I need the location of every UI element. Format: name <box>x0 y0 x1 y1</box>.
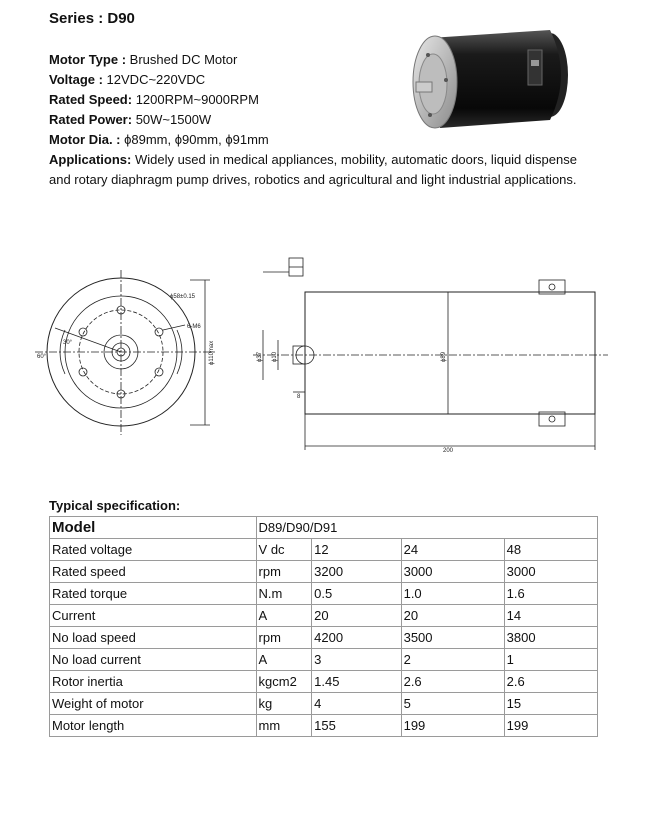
table-row <box>50 561 598 583</box>
cell-value-1: 1.45 <box>312 671 401 693</box>
spec-value: ϕ89mm, ϕ90mm, ϕ91mm <box>120 132 269 147</box>
table-title: Typical specification: <box>49 498 181 513</box>
table-row <box>50 539 598 561</box>
motor-photo <box>400 20 585 140</box>
cell-value-3: 2.6 <box>504 671 597 693</box>
cell-value-1: 0.5 <box>312 583 401 605</box>
cell-value-3: 199 <box>504 715 597 737</box>
cell-unit: A <box>256 605 312 627</box>
cell-name: Rotor inertia <box>50 671 257 693</box>
dim-length: 200 <box>443 448 454 454</box>
cell-value-3: 15 <box>504 693 597 715</box>
cell-value-2: 2 <box>401 649 504 671</box>
spec-applications <box>49 150 589 190</box>
cell-value-1: 3 <box>312 649 401 671</box>
table-row <box>50 649 598 671</box>
table-row <box>50 605 598 627</box>
model-label: Model <box>50 517 257 539</box>
cell-unit: rpm <box>256 627 312 649</box>
cell-value-2: 1.0 <box>401 583 504 605</box>
spec-value: 1200RPM~9000RPM <box>132 92 259 107</box>
cell-value-3: 1.6 <box>504 583 597 605</box>
spec-label: Applications: <box>49 152 132 167</box>
table-header-row <box>50 517 598 539</box>
dim-shaft-a: ϕ37 <box>257 351 263 362</box>
table-row <box>50 671 598 693</box>
cell-name: Motor length <box>50 715 257 737</box>
cell-name: No load current <box>50 649 257 671</box>
cell-unit: rpm <box>256 561 312 583</box>
spec-value: 12VDC~220VDC <box>102 72 206 87</box>
cell-unit: N.m <box>256 583 312 605</box>
cell-unit: V dc <box>256 539 312 561</box>
cell-value-3: 1 <box>504 649 597 671</box>
dim-holes: 6-M6 <box>187 324 201 330</box>
cell-value-2: 3000 <box>401 561 504 583</box>
model-value: D89/D90/D91 <box>256 517 597 539</box>
spec-label: Rated Speed: <box>49 92 133 107</box>
cell-value-1: 4 <box>312 693 401 715</box>
cell-value-2: 3500 <box>401 627 504 649</box>
cell-unit: kg <box>256 693 312 715</box>
cell-value-1: 12 <box>312 539 401 561</box>
cell-name: Weight of motor <box>50 693 257 715</box>
cell-name: Current <box>50 605 257 627</box>
dim-shaft-b: ϕ10 <box>272 351 278 362</box>
cell-unit: mm <box>256 715 312 737</box>
dim-angle-60: 60° <box>37 354 47 360</box>
cell-value-1: 3200 <box>312 561 401 583</box>
spec-label: Motor Type : <box>49 52 127 67</box>
dim-bolt-circle: ϕ58±0.15 <box>170 294 196 300</box>
table-row <box>50 583 598 605</box>
spec-value: Widely used in medical appliances, mobility, automatic doors, liquid dispense and rotary diaphragm pump drives, robotics and agricultural and light industrial applications. <box>49 152 577 187</box>
dim-body: ϕ89 <box>441 351 447 362</box>
end-view-drawing <box>35 270 245 440</box>
dim-angle-30: 30° <box>63 340 73 346</box>
spec-label: Voltage : <box>49 72 103 87</box>
cell-value-1: 20 <box>312 605 401 627</box>
cell-value-3: 3800 <box>504 627 597 649</box>
table-row <box>50 627 598 649</box>
spec-table <box>49 516 598 737</box>
cell-name: Rated voltage <box>50 539 257 561</box>
side-view-drawing <box>233 250 613 460</box>
series-title: Series : D90 <box>49 10 135 27</box>
cell-unit: kgcm2 <box>256 671 312 693</box>
cell-value-2: 199 <box>401 715 504 737</box>
cell-value-2: 24 <box>401 539 504 561</box>
cell-value-3: 48 <box>504 539 597 561</box>
cell-unit: A <box>256 649 312 671</box>
cell-value-1: 4200 <box>312 627 401 649</box>
spec-label: Motor Dia. : <box>49 132 121 147</box>
cell-value-2: 5 <box>401 693 504 715</box>
table-row <box>50 715 598 737</box>
dim-shaft-len: 8 <box>297 394 301 400</box>
dim-outer: ϕ110max <box>209 340 215 365</box>
spec-label: Rated Power: <box>49 112 133 127</box>
cell-name: Rated speed <box>50 561 257 583</box>
spec-value: 50W~1500W <box>132 112 212 127</box>
cell-name: Rated torque <box>50 583 257 605</box>
spec-value: Brushed DC Motor <box>126 52 238 67</box>
cell-value-3: 14 <box>504 605 597 627</box>
table-row <box>50 693 598 715</box>
cell-value-3: 3000 <box>504 561 597 583</box>
cell-value-1: 155 <box>312 715 401 737</box>
cell-name: No load speed <box>50 627 257 649</box>
cell-value-2: 20 <box>401 605 504 627</box>
cell-value-2: 2.6 <box>401 671 504 693</box>
